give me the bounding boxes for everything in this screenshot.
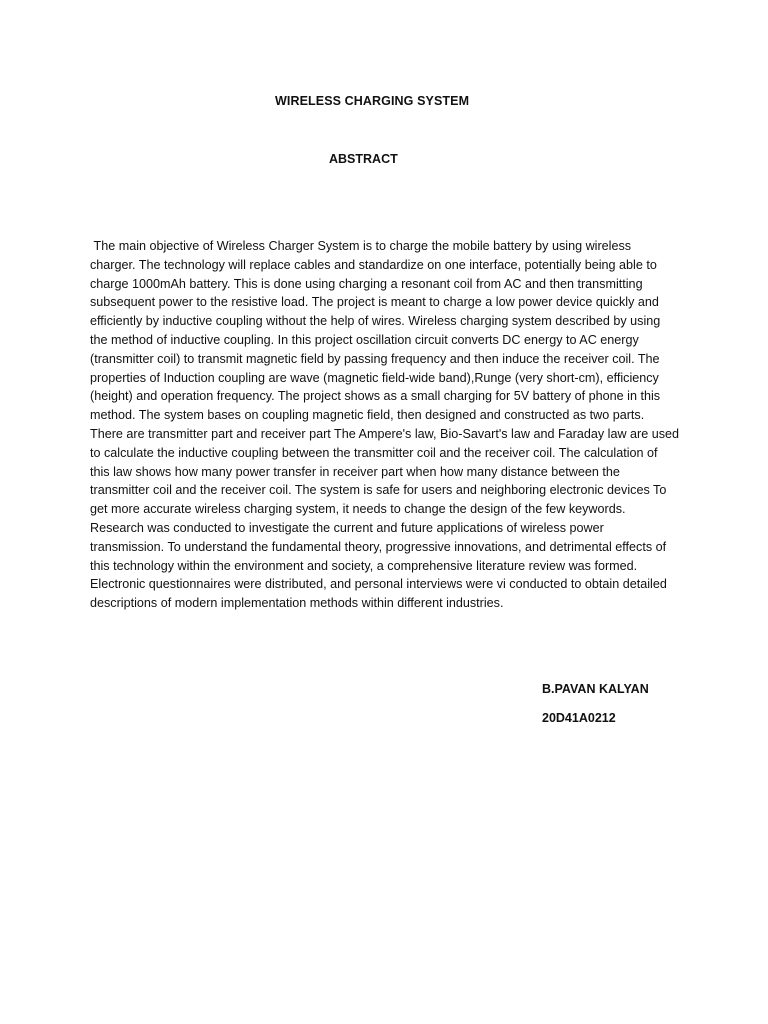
author-id: 20D41A0212 <box>542 711 616 725</box>
author-name: B.PAVAN KALYAN <box>542 682 649 696</box>
document-title: WIRELESS CHARGING SYSTEM <box>275 94 470 108</box>
abstract-heading: ABSTRACT <box>329 152 398 166</box>
abstract-body-text: The main objective of Wireless Charger System is to charge the mobile battery by using wireless charger. The technology will replace cables and standardize on one interface, potentially being able to charge 1000mAh battery. This is done using charging a resonant coil from AC and then transmitting subsequent power to the resistive load. The project is meant to charge a low power device quickly and efficiently by inductive coupling without the help of wires. Wireless charging system described by using the method of inductive coupling. In this project oscillation circuit converts DC energy to AC energy (transmitter coil) to transmit magnetic field by passing frequency and then induce the receiver coil. The properties of Induction coupling are wave (magnetic field-wide band),Runge (very short-cm), efficiency (height) and operation frequency. The project shows as a small charging for 5V battery of phone in this method. The system bases on coupling magnetic field, then designed and constructed as two parts. There are transmitter part and receiver part The Ampere's law, Bio-Savart's law and Faraday law are used to calculate the inductive coupling between the transmitter coil and the receiver coil. The calculation of this law shows how many power transfer in receiver part when how many distance between the transmitter coil and the receiver coil. The system is safe for users and neighboring electronic devices To get more accurate wireless charging system, it needs to change the design of the few keywords. Research was conducted to investigate the current and future applications of wireless power transmission. To understand the fundamental theory, progressive innovations, and detrimental effects of this technology within the environment and society, a comprehensive literature review was formed. Electronic questionnaires were distributed, and personal interviews were vi conducted to obtain detailed descriptions of modern implementation methods within different industries. <box>90 239 683 611</box>
